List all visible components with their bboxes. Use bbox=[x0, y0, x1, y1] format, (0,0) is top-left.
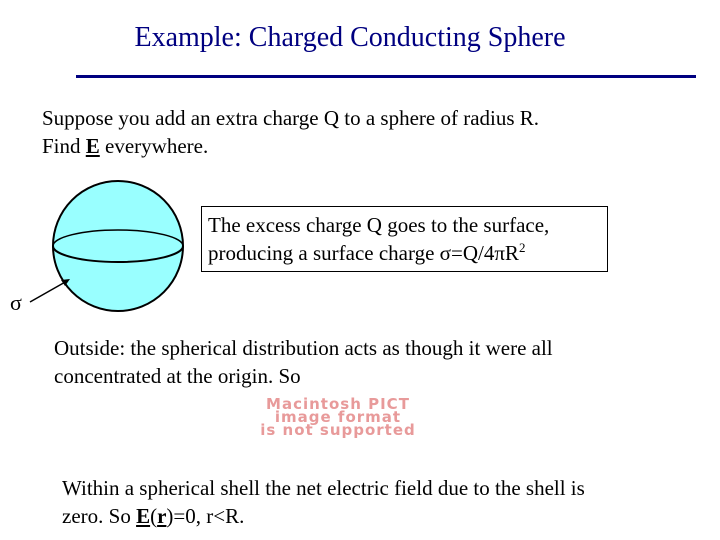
slide-title: Example: Charged Conducting Sphere bbox=[134, 22, 566, 53]
within-line-2-prefix: zero. So bbox=[62, 504, 137, 528]
within-line-1: Within a spherical shell the net electric field due to the shell is bbox=[62, 476, 585, 500]
intro-text bbox=[42, 104, 539, 160]
field-symbol-e-inside: E bbox=[136, 504, 151, 528]
intro-line-1: Suppose you add an extra charge Q to a sphere of radius R. bbox=[42, 106, 540, 130]
sigma-pointer-arrow bbox=[30, 281, 67, 302]
within-paren-open: ( bbox=[150, 504, 158, 528]
callout-line-2-text: producing a surface charge σ=Q/4πR bbox=[208, 241, 519, 265]
sphere-body bbox=[53, 181, 183, 311]
field-symbol-e: E bbox=[85, 134, 100, 158]
intro-line-2 bbox=[42, 132, 539, 160]
callout-exponent: 2 bbox=[518, 240, 526, 255]
outside-text bbox=[54, 334, 553, 390]
intro-line-2-prefix: Find bbox=[42, 134, 86, 158]
within-line-2-suffix: )=0, r<R. bbox=[166, 504, 245, 528]
placeholder-line-2: image format bbox=[274, 408, 402, 426]
unsupported-image-placeholder bbox=[216, 395, 460, 439]
within-text bbox=[62, 474, 585, 530]
outside-line-2: concentrated at the origin. So bbox=[54, 364, 301, 388]
placeholder-line-3: is not supported bbox=[260, 421, 416, 439]
within-line-2 bbox=[62, 502, 585, 530]
title-divider bbox=[76, 75, 696, 78]
callout-line-1: The excess charge Q goes to the surface, bbox=[208, 213, 550, 237]
callout-line-2 bbox=[208, 239, 601, 267]
position-symbol-r: r bbox=[157, 504, 167, 528]
surface-charge-sigma-label: σ bbox=[10, 290, 22, 315]
intro-line-2-suffix: everywhere. bbox=[99, 134, 209, 158]
outside-line-1: Outside: the spherical distribution acts as though it were all bbox=[54, 336, 553, 360]
placeholder-line-1: Macintosh PICT bbox=[266, 395, 410, 413]
surface-charge-callout bbox=[201, 206, 608, 272]
